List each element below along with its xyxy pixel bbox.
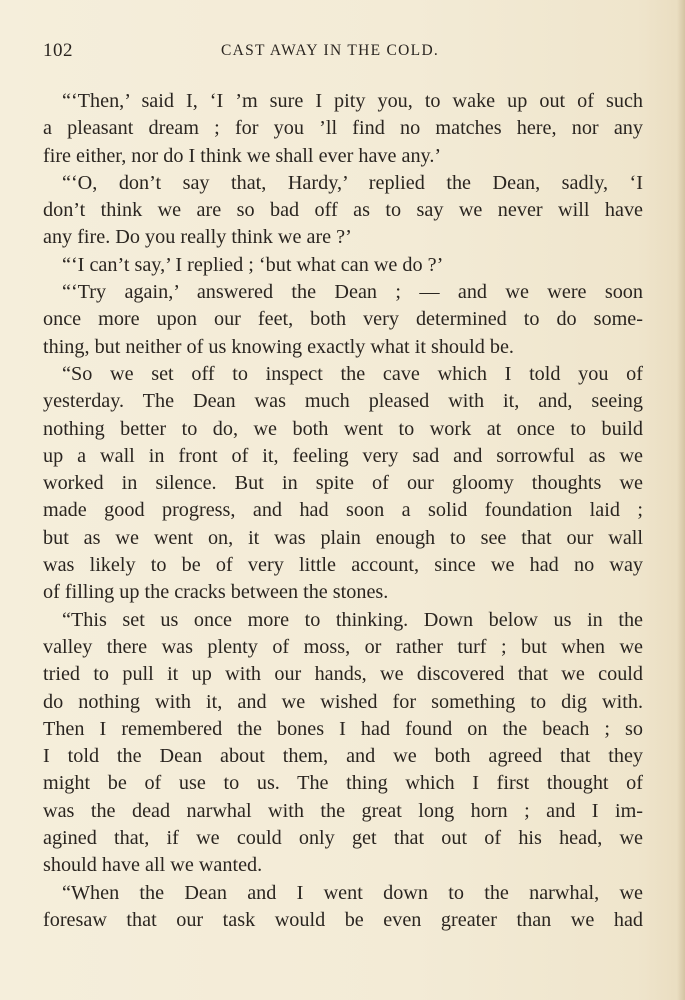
- text-line: Then I remembered the bones I had found on the beach ; so: [43, 717, 643, 740]
- body-text: [43, 88, 643, 934]
- text-line: nothing better to do, we both went to work at once to build: [43, 417, 643, 440]
- text-line: agined that, if we could only get that out of his head, we: [43, 827, 643, 850]
- text-line: “So we set off to inspect the cave which I told you of: [62, 362, 643, 385]
- text-line: “‘I can’t say,’ I replied ; ‘but what can we do ?’: [62, 253, 444, 276]
- text-line: “This set us once more to thinking. Down below us in the: [62, 608, 643, 631]
- text-line: “‘Then,’ said I, ‘I ’m sure I pity you, to wake up out of such: [62, 90, 643, 112]
- text-line: worked in silence. But in spite of our gloomy thoughts we: [43, 472, 643, 495]
- text-line: yesterday. The Dean was much pleased with it, and, seeing: [43, 390, 643, 413]
- text-line: do nothing with it, and we wished for something to dig with.: [43, 690, 643, 713]
- text-line: tried to pull it up with our hands, we discovered that we could: [43, 663, 643, 686]
- text-line: of filling up the cracks between the stones.: [43, 581, 389, 604]
- page-header: [43, 40, 643, 66]
- text-line: up a wall in front of it, feeling very sad and sorrowful as we: [43, 444, 643, 467]
- text-line: once more upon our feet, both very determined to do some-: [43, 308, 643, 331]
- text-line: should have all we wanted.: [43, 854, 263, 877]
- text-line: foresaw that our task would be even greater than we had: [43, 908, 643, 931]
- text-line: any fire. Do you really think we are ?’: [43, 226, 352, 249]
- text-line: “‘Try again,’ answered the Dean ; — and we were soon: [62, 281, 643, 304]
- running-title: CAST AWAY IN THE COLD.: [221, 42, 440, 59]
- page-edge-shadow: [677, 0, 685, 1000]
- page-number: 102: [43, 40, 73, 61]
- text-line: “‘O, don’t say that, Hardy,’ replied the Dean, sadly, ‘I: [62, 171, 643, 194]
- text-line: “When the Dean and I went down to the narwhal, we: [62, 881, 643, 904]
- text-line: but as we went on, it was plain enough to see that our wall: [43, 526, 643, 549]
- text-line: valley there was plenty of moss, or rather turf ; but when we: [43, 635, 643, 658]
- text-line: might be of use to us. The thing which I first thought of: [43, 772, 643, 795]
- text-line: made good progress, and had soon a solid foundation laid ;: [43, 499, 643, 522]
- text-line: fire either, nor do I think we shall ever have any.’: [43, 144, 442, 167]
- text-line: was the dead narwhal with the great long horn ; and I im-: [43, 799, 643, 822]
- text-line: thing, but neither of us knowing exactly what it should be.: [43, 335, 514, 358]
- text-line: don’t think we are so bad off as to say we never will have: [43, 199, 643, 222]
- text-line: I told the Dean about them, and we both agreed that they: [43, 745, 643, 768]
- text-line: a pleasant dream ; for you ’ll find no matches here, nor any: [43, 117, 643, 140]
- text-line: was likely to be of very little account, since we had no way: [43, 554, 643, 577]
